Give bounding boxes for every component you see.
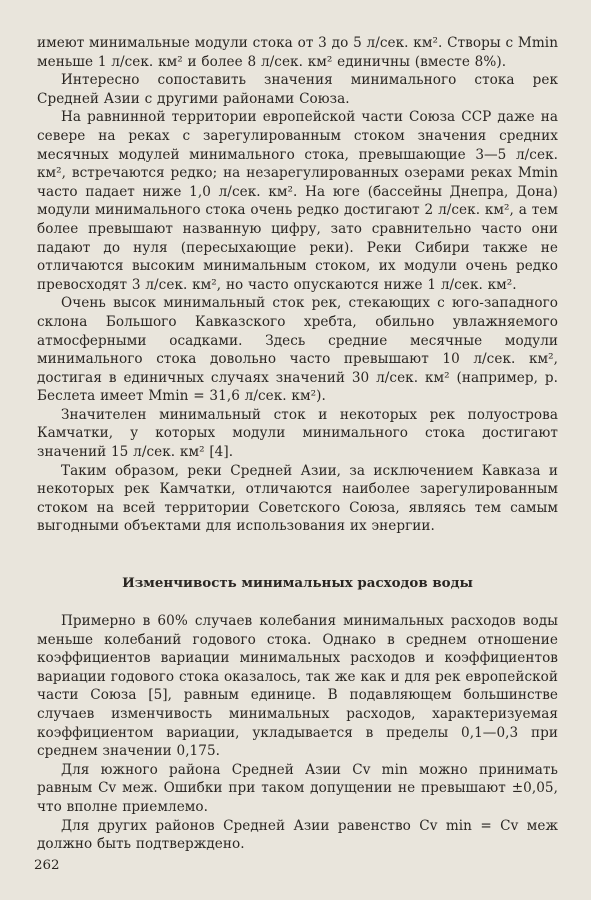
paragraph-3: На равнинной территории европейской части Союза ССР даже на севере на реках с зарегулированным стоком значения средних месячных модулей минимального стока, превышающие 3—5 л/сек. км², встречаются редко; на незарегулированных озерами реках Mmin часто падает ниже 1,0 л/сек. км². На юге (бассейны Днепра, Дона) модули минимального стока очень редко достигают 2 л/сек. км², а тем более превышают названную цифру, зато сравнительно часто они падают до нуля (пересыхающие реки). Реки Сибири также не отличаются высоким минимальным стоком, их модули очень редко превосходят 3 л/сек. км², но часто опускаются ниже 1 л/сек. км². <box>37 109 558 293</box>
section-heading: Изменчивость минимальных расходов воды <box>122 575 473 592</box>
page-number: 262 <box>34 858 60 873</box>
paragraph-8: Для южного района Средней Азии Cv min можно принимать равным Cv меж. Ошибки при таком допущении не превышают ±0,05, что вполне приемлемо. <box>37 761 558 815</box>
spacer <box>37 536 558 574</box>
paragraph-5: Значителен минимальный сток и некоторых рек полуострова Камчатки, у которых модули минимального стока достигают значений 15 л/сек. км² [4]. <box>37 406 558 461</box>
paragraph-2: Интересно сопоставить значения минимального стока рек Средней Азии с другими районами Союза. <box>37 72 558 107</box>
paragraph-6: Таким образом, реки Средней Азии, за исключением Кавказа и некоторых рек Камчатки, отличаются наиболее зарегулированным стоком на всей территории Советского Союза, являясь тем самым выгодными объектами для использования их энергии. <box>37 462 558 535</box>
paragraph-9: Для других районов Средней Азии равенство Cv min = Cv меж должно быть подтверждено. <box>37 817 558 853</box>
paragraph-4: Очень высок минимальный сток рек, стекающих с юго-западного склона Большого Кавказского хребта, обильно увлажняемого атмосферными осадками. Здесь средние месячные модули минимального стока довольно часто превышают 10 л/сек. км², достигая в единичных случаях значений 30 л/сек. км² (например, р. Беслета имеет Mmin = 31,6 л/сек. км²). <box>37 295 558 405</box>
text-column <box>37 34 558 854</box>
paragraph-1: имеют минимальные модули стока от 3 до 5 л/сек. км². Створы с Mmin меньше 1 л/сек. км² и более 8 л/сек. км² единичны (вместе 8%). <box>37 35 559 70</box>
paragraph-7: Примерно в 60% случаев колебания минимальных расходов воды меньше колебаний годового стока. Однако в среднем отношение коэффициентов вариации минимальных расходов и коэффициентов вариации годового стока оказалось, так же как и для рек европейской части Союза [5], равным единице. В подавляющем большинстве случаев изменчивость минимальных расходов, характеризуемая коэффициентом вариации, укладывается в пределы 0,1—0,3 при среднем значении 0,175. <box>37 613 558 760</box>
spacer <box>37 592 558 612</box>
